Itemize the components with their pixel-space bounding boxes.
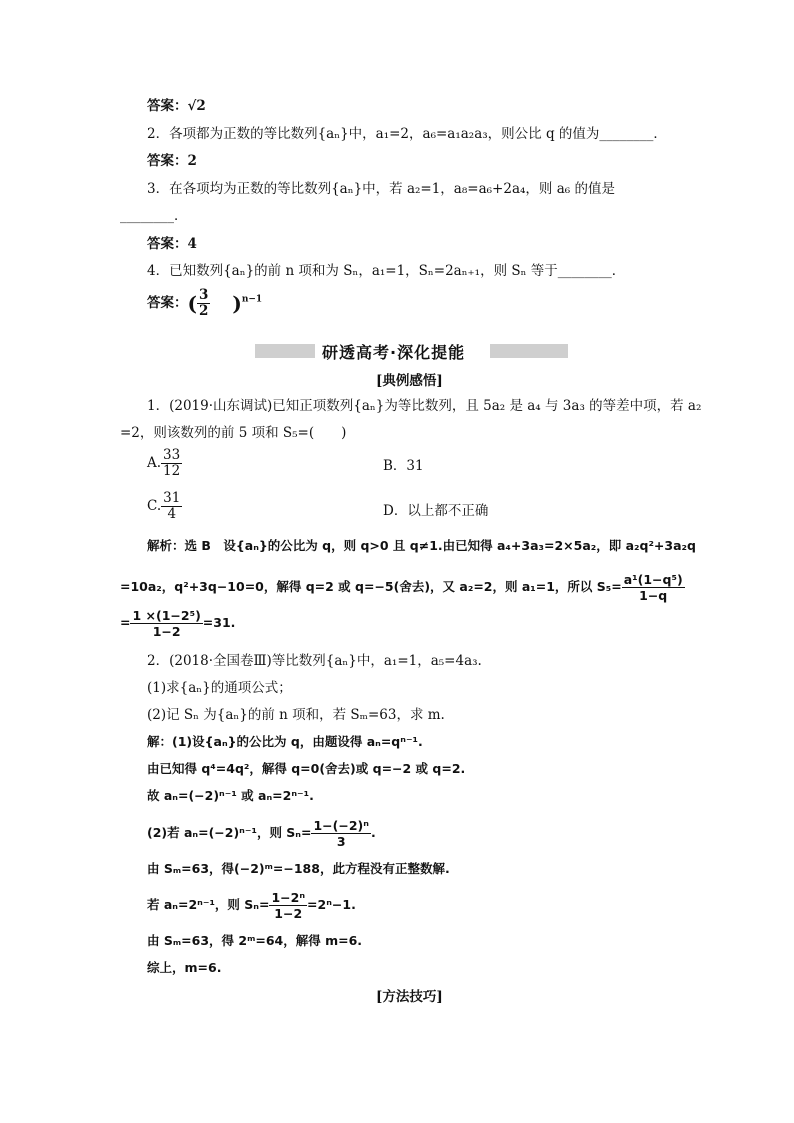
sub-heading-examples: [典例感悟]	[376, 373, 443, 389]
solution-1-line2: =10a₂，q²+3q−10=0，解得 q=2 或 q=−5(舍去)，又 a₂=2，则 a₁=1，所以 S₅= $\frac{\text{a¹(1−q⁵)}}{1-q}$	[120, 572, 683, 603]
banner-bar-left	[255, 344, 315, 358]
answer-fraction-value: $\frac{3}{2}$	[198, 287, 209, 319]
solution-2-line8: 综上，m=6.	[147, 960, 222, 975]
section-banner: 研透高考·深化提能	[322, 343, 466, 362]
problem-2-part1: (1)求{aₙ}的通项公式；	[147, 680, 292, 696]
solution-1-line1: 解析：选 B 设{aₙ}的公比为 q，则 q>0 且 q≠1.由已知得 a₄+3a₃=2×5a₂，即 a₂q²+3a₂q	[147, 538, 696, 553]
question-3-line2: ________．	[120, 208, 188, 224]
solution-2-line2: 由已知得 q⁴=4q²，解得 q=0(舍去)或 q=−2 或 q=2.	[147, 761, 466, 776]
answer-label: 答案：	[147, 295, 188, 311]
solution-2-line4: (2)若 aₙ=(−2)ⁿ⁻¹，则 Sₙ= $\frac{\text{1−(−2)ⁿ}}{3}$ .	[147, 818, 376, 849]
answer-sqrt2: 答案：√2	[147, 98, 206, 114]
answer-2: 答案：2	[147, 153, 197, 169]
solution-1-line3: = $\frac{\text{1 ×(1−2⁵)}}{1-2}$ =31.	[120, 608, 236, 639]
option-b: B．31	[383, 458, 424, 474]
problem-1-line1: 1．(2019·山东调试)已知正项数列{aₙ}为等比数列，且 5a₂ 是 a₄ 与 3a₃ 的等差中项，若 a₂	[147, 398, 702, 414]
solution-2-line7: 由 Sₘ=63，得 2ᵐ=64，解得 m=6.	[147, 933, 363, 948]
question-2: 2．各项都为正数的等比数列{aₙ}中，a₁=2，a₆=a₁a₂a₃，则公比 q 的值为________．	[147, 126, 667, 142]
banner-bar-right	[490, 344, 568, 358]
answer-exponent: n−1	[241, 294, 263, 305]
question-3-line1: 3．在各项均为正数的等比数列{aₙ}中，若 a₂=1，a₈=a₆+2a₄，则 a₆ 的值是	[147, 181, 615, 197]
option-d: D．以上都不正确	[383, 503, 489, 519]
option-a: A. $\frac{33}{12}$	[147, 447, 181, 479]
solution-2-line1: 解：(1)设{aₙ}的公比为 q，由题设得 aₙ=qⁿ⁻¹.	[147, 734, 423, 749]
solution-2-line5: 由 Sₘ=63，得(−2)ᵐ=−188，此方程没有正整数解.	[147, 861, 450, 876]
answer-fraction: 答案：( $\frac{3}{2}$ )$^{n-1}$	[147, 287, 263, 319]
solution-2-line6: 若 aₙ=2ⁿ⁻¹，则 Sₙ= $\frac{\text{1−2ⁿ}}{1-2}$ =2ⁿ−1.	[147, 890, 356, 921]
answer-4: 答案：4	[147, 236, 197, 252]
option-c: C. $\frac{31}{4}$	[147, 490, 181, 522]
problem-2-part2: (2)记 Sₙ 为{aₙ}的前 n 项和，若 Sₘ=63，求 m.	[147, 707, 445, 723]
problem-1-line2: =2，则该数列的前 5 项和 S₅=( )	[120, 425, 347, 441]
solution-2-line3: 故 aₙ=(−2)ⁿ⁻¹ 或 aₙ=2ⁿ⁻¹.	[147, 788, 314, 803]
problem-2: 2．(2018·全国卷Ⅲ)等比数列{aₙ}中，a₁=1，a₅=4a₃.	[147, 653, 482, 669]
question-4: 4．已知数列{aₙ}的前 n 项和为 Sₙ，a₁=1，Sₙ=2aₙ₊₁，则 Sₙ 等于________．	[147, 263, 626, 279]
sub-heading-methods: [方法技巧]	[376, 989, 443, 1005]
